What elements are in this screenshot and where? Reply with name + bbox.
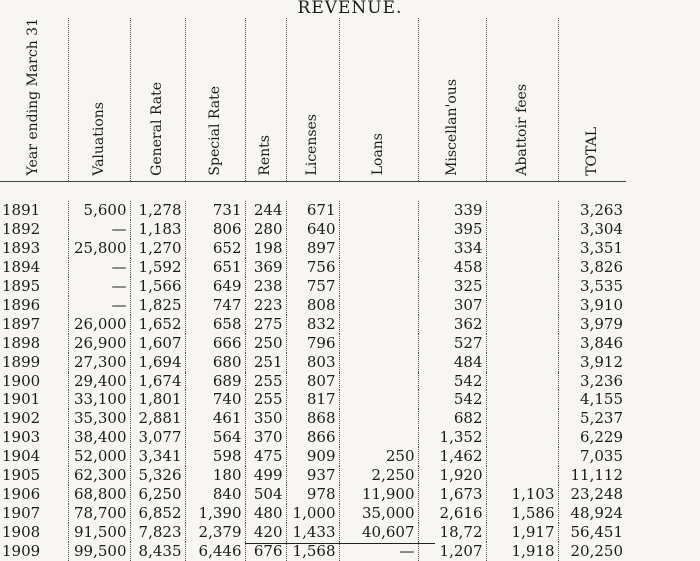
- value-cell: 26,000: [68, 315, 130, 334]
- value-cell: 250: [245, 334, 286, 353]
- value-cell: [339, 201, 418, 220]
- value-cell: 1,183: [130, 220, 185, 239]
- table-row: [0, 409, 626, 428]
- value-cell: 40,607: [339, 523, 418, 542]
- value-cell: —: [68, 277, 130, 296]
- value-cell: 2,616: [418, 504, 486, 523]
- year-cell: 1907: [0, 504, 68, 523]
- value-cell: 671: [286, 201, 339, 220]
- value-cell: 480: [245, 504, 286, 523]
- value-cell: 334: [418, 239, 486, 258]
- value-cell: 3,304: [580, 220, 623, 239]
- value-cell: 868: [286, 409, 339, 428]
- year-cell: 1892: [0, 220, 68, 239]
- value-cell: —: [68, 220, 130, 239]
- value-cell: 1,673: [418, 485, 486, 504]
- value-cell: [339, 220, 418, 239]
- value-cell: 369: [245, 258, 286, 277]
- table-row: [0, 447, 626, 466]
- value-cell: 1,652: [130, 315, 185, 334]
- value-cell: —: [339, 542, 418, 561]
- table-title: REVENUE.: [297, 0, 403, 18]
- value-cell: 20,250: [570, 541, 623, 560]
- value-cell: 370: [245, 428, 286, 447]
- year-cell: 1903: [0, 428, 68, 447]
- value-cell: 740: [185, 390, 245, 409]
- value-cell: 350: [245, 409, 286, 428]
- value-cell: 325: [418, 277, 486, 296]
- value-cell: 1,352: [418, 428, 486, 447]
- value-cell: 280: [245, 220, 286, 239]
- value-cell: 1,566: [130, 277, 185, 296]
- table-row: [0, 542, 626, 561]
- year-cell: 1905: [0, 466, 68, 485]
- column-header: Year ending March 31: [0, 18, 68, 182]
- value-cell: 542: [418, 390, 486, 409]
- value-cell: 25,800: [68, 239, 130, 258]
- value-cell: 689: [185, 372, 245, 391]
- value-cell: [339, 409, 418, 428]
- value-cell: 806: [185, 220, 245, 239]
- column-header: Abattoir fees: [486, 18, 558, 182]
- value-cell: 1,586: [486, 504, 558, 523]
- value-cell: 832: [286, 315, 339, 334]
- value-cell: 499: [245, 466, 286, 485]
- value-cell: 1,920: [418, 466, 486, 485]
- value-cell: [486, 277, 558, 296]
- value-cell: [486, 315, 558, 334]
- value-cell: 1,592: [130, 258, 185, 277]
- value-cell: 666: [185, 334, 245, 353]
- value-cell: 48,924: [570, 503, 623, 522]
- value-cell: 6,229: [580, 428, 623, 447]
- value-cell: 1,694: [130, 353, 185, 372]
- table-row: [0, 315, 626, 334]
- year-cell: 1900: [0, 372, 68, 391]
- value-cell: [486, 201, 558, 220]
- value-cell: 676: [245, 542, 286, 561]
- value-cell: 757: [286, 277, 339, 296]
- value-cell: [339, 277, 418, 296]
- value-cell: —: [68, 296, 130, 315]
- value-cell: 504: [245, 485, 286, 504]
- year-cell: 1901: [0, 390, 68, 409]
- value-cell: 649: [185, 277, 245, 296]
- value-cell: 1,462: [418, 447, 486, 466]
- value-cell: 652: [185, 239, 245, 258]
- value-cell: 1,801: [130, 390, 185, 409]
- table-row: [0, 372, 626, 391]
- value-cell: 420: [245, 523, 286, 542]
- table-row: [0, 220, 626, 239]
- value-cell: 527: [418, 334, 486, 353]
- value-cell: 7,035: [580, 447, 623, 466]
- column-header: Rents: [245, 18, 286, 182]
- table-row: [0, 353, 626, 372]
- value-cell: 29,400: [68, 372, 130, 391]
- value-cell: [486, 409, 558, 428]
- value-cell: 198: [245, 239, 286, 258]
- value-cell: 5,237: [580, 409, 623, 428]
- value-cell: 3,077: [130, 428, 185, 447]
- value-cell: 651: [185, 258, 245, 277]
- value-cell: 238: [245, 277, 286, 296]
- revenue-table: [0, 18, 626, 561]
- value-cell: 255: [245, 372, 286, 391]
- value-cell: 339: [418, 201, 486, 220]
- value-cell: 1,674: [130, 372, 185, 391]
- year-cell: 1897: [0, 315, 68, 334]
- value-cell: 3,979: [580, 314, 623, 333]
- value-cell: [486, 466, 558, 485]
- value-cell: 937: [286, 466, 339, 485]
- value-cell: 807: [286, 372, 339, 391]
- value-cell: 1,278: [130, 201, 185, 220]
- value-cell: [339, 258, 418, 277]
- footer-rule: [245, 543, 435, 544]
- value-cell: [486, 390, 558, 409]
- value-cell: 68,800: [68, 485, 130, 504]
- value-cell: [339, 239, 418, 258]
- value-cell: 1,103: [486, 485, 558, 504]
- value-cell: 796: [286, 334, 339, 353]
- value-cell: 3,535: [580, 276, 623, 295]
- value-cell: 7,823: [130, 523, 185, 542]
- value-cell: 8,435: [130, 542, 185, 561]
- value-cell: 6,852: [130, 504, 185, 523]
- table-row: [0, 390, 626, 409]
- value-cell: [486, 258, 558, 277]
- value-cell: 26,900: [68, 334, 130, 353]
- value-cell: 747: [185, 296, 245, 315]
- value-cell: 897: [286, 239, 339, 258]
- value-cell: [339, 372, 418, 391]
- value-cell: [486, 334, 558, 353]
- value-cell: 5,326: [130, 466, 185, 485]
- value-cell: 817: [286, 390, 339, 409]
- value-cell: 362: [418, 315, 486, 334]
- value-cell: 3,912: [580, 352, 623, 371]
- value-cell: 18,72: [418, 523, 486, 542]
- value-cell: 682: [418, 409, 486, 428]
- table-row: [0, 258, 626, 277]
- value-cell: [486, 428, 558, 447]
- year-cell: 1898: [0, 334, 68, 353]
- value-cell: 909: [286, 447, 339, 466]
- value-cell: 78,700: [68, 504, 130, 523]
- year-cell: 1904: [0, 447, 68, 466]
- table-row: [0, 296, 626, 315]
- column-header: Valuations: [68, 18, 130, 182]
- value-cell: 35,300: [68, 409, 130, 428]
- value-cell: 731: [185, 201, 245, 220]
- column-header: TOTAL: [583, 126, 600, 176]
- year-cell: 1908: [0, 523, 68, 542]
- value-cell: 3,236: [580, 371, 623, 390]
- value-cell: [339, 353, 418, 372]
- value-cell: 3,910: [580, 295, 623, 314]
- value-cell: 99,500: [68, 542, 130, 561]
- value-cell: 1,390: [185, 504, 245, 523]
- value-cell: 484: [418, 353, 486, 372]
- year-cell: 1893: [0, 239, 68, 258]
- value-cell: 23,248: [570, 484, 623, 503]
- value-cell: 395: [418, 220, 486, 239]
- value-cell: 307: [418, 296, 486, 315]
- value-cell: [486, 447, 558, 466]
- year-cell: 1896: [0, 296, 68, 315]
- table-row: [0, 428, 626, 447]
- value-cell: 1,270: [130, 239, 185, 258]
- value-cell: 1,917: [486, 523, 558, 542]
- value-cell: 658: [185, 315, 245, 334]
- value-cell: 6,250: [130, 485, 185, 504]
- value-cell: 1,433: [286, 523, 339, 542]
- value-cell: 180: [185, 466, 245, 485]
- value-cell: 244: [245, 201, 286, 220]
- value-cell: 1,568: [286, 542, 339, 561]
- value-cell: [486, 239, 558, 258]
- value-cell: [339, 390, 418, 409]
- column-header: Miscellan'ous: [418, 18, 486, 182]
- column-header: Special Rate: [185, 18, 245, 182]
- value-cell: 27,300: [68, 353, 130, 372]
- year-cell: 1891: [0, 201, 68, 220]
- table-row: [0, 504, 626, 523]
- value-cell: 11,900: [339, 485, 418, 504]
- table-row: [0, 201, 626, 220]
- value-cell: 91,500: [68, 523, 130, 542]
- header-row: [0, 18, 626, 182]
- column-header: General Rate: [130, 18, 185, 182]
- value-cell: 33,100: [68, 390, 130, 409]
- value-cell: 62,300: [68, 466, 130, 485]
- value-cell: 542: [418, 372, 486, 391]
- value-cell: 840: [185, 485, 245, 504]
- value-cell: 38,400: [68, 428, 130, 447]
- value-cell: 6,446: [185, 542, 245, 561]
- value-cell: 56,451: [570, 522, 623, 541]
- value-cell: 3,846: [580, 333, 623, 352]
- value-cell: 680: [185, 353, 245, 372]
- value-cell: [339, 428, 418, 447]
- value-cell: 866: [286, 428, 339, 447]
- value-cell: [486, 353, 558, 372]
- value-cell: 11,112: [570, 466, 623, 485]
- value-cell: 1,825: [130, 296, 185, 315]
- value-cell: 251: [245, 353, 286, 372]
- value-cell: 255: [245, 390, 286, 409]
- value-cell: 1,207: [418, 542, 486, 561]
- column-header: Licenses: [286, 18, 339, 182]
- value-cell: [339, 296, 418, 315]
- value-cell: [339, 315, 418, 334]
- value-cell: 978: [286, 485, 339, 504]
- value-cell: [339, 334, 418, 353]
- year-cell: 1895: [0, 277, 68, 296]
- value-cell: 3,263: [580, 201, 623, 220]
- value-cell: 3,341: [130, 447, 185, 466]
- value-cell: 808: [286, 296, 339, 315]
- value-cell: 35,000: [339, 504, 418, 523]
- table-row: [0, 523, 626, 542]
- table-row: [0, 239, 626, 258]
- value-cell: 756: [286, 258, 339, 277]
- value-cell: 1,000: [286, 504, 339, 523]
- value-cell: 2,250: [339, 466, 418, 485]
- year-cell: 1899: [0, 353, 68, 372]
- value-cell: 475: [245, 447, 286, 466]
- year-cell: 1894: [0, 258, 68, 277]
- table-row: [0, 277, 626, 296]
- value-cell: 598: [185, 447, 245, 466]
- value-cell: [486, 372, 558, 391]
- value-cell: 803: [286, 353, 339, 372]
- value-cell: 461: [185, 409, 245, 428]
- value-cell: 458: [418, 258, 486, 277]
- value-cell: 5,600: [68, 201, 130, 220]
- value-cell: 3,351: [580, 239, 623, 258]
- value-cell: [486, 296, 558, 315]
- value-cell: 3,826: [580, 258, 623, 277]
- value-cell: 4,155: [580, 390, 623, 409]
- value-cell: [486, 220, 558, 239]
- year-cell: 1909: [0, 542, 68, 561]
- value-cell: 1,918: [486, 542, 558, 561]
- value-cell: 223: [245, 296, 286, 315]
- value-cell: 1,607: [130, 334, 185, 353]
- table-row: [0, 466, 626, 485]
- table-row: [0, 485, 626, 504]
- value-cell: 275: [245, 315, 286, 334]
- value-cell: 564: [185, 428, 245, 447]
- value-cell: 2,379: [185, 523, 245, 542]
- year-cell: 1902: [0, 409, 68, 428]
- table-row: [0, 334, 626, 353]
- value-cell: 250: [339, 447, 418, 466]
- year-cell: 1906: [0, 485, 68, 504]
- value-cell: 2,881: [130, 409, 185, 428]
- value-cell: —: [68, 258, 130, 277]
- column-header: Loans: [339, 18, 418, 182]
- value-cell: 52,000: [68, 447, 130, 466]
- value-cell: 640: [286, 220, 339, 239]
